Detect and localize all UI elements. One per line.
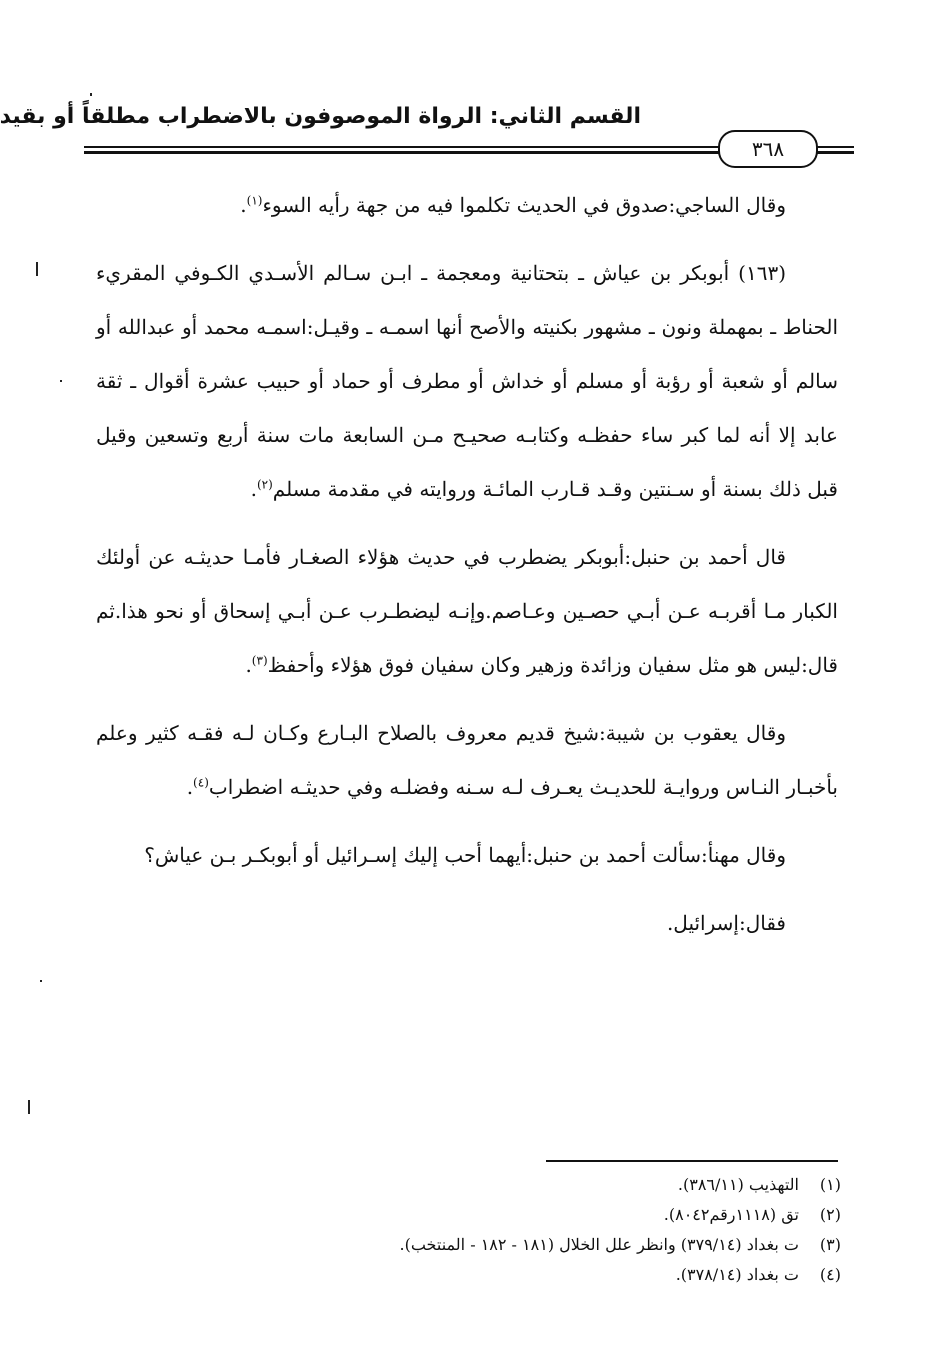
footnote-number: (٢) [819, 1205, 841, 1224]
footnote-text: ت بغداد (٣٧٩/١٤) وانظر علل الخلال (١٨١ - ١٨٢ - المنتخب). [399, 1235, 799, 1254]
footnote-ref: (١) [246, 193, 263, 208]
footnote [121, 1260, 841, 1290]
footnote-number: (٤) [819, 1265, 841, 1284]
footnote-separator [546, 1160, 838, 1162]
scan-speck [90, 93, 92, 96]
footnote-number: (١) [819, 1175, 841, 1194]
footnote [121, 1170, 841, 1200]
paragraph [96, 530, 838, 692]
footnote-ref: (٢) [256, 477, 273, 492]
paragraph-end: . [186, 775, 194, 799]
scan-speck [40, 980, 42, 982]
main-text [96, 178, 838, 964]
footnote-number: (٣) [819, 1235, 841, 1254]
paragraph-end: . [250, 477, 257, 501]
paragraph-end: . [245, 653, 252, 677]
footnote-text: التهذيب (٣٨٦/١١). [677, 1175, 799, 1194]
page-number: ٣٦٨ [718, 130, 818, 168]
paragraph [96, 246, 838, 516]
paragraph-text: فقال:إسرائيل. [666, 911, 786, 935]
footnote [121, 1230, 841, 1260]
paragraph-text: وقال الساجي:صدوق في الحديث تكلموا فيه من جهة رأيه السوء [262, 193, 786, 217]
footnote-ref: (٤) [193, 775, 209, 790]
scan-speck [28, 1100, 30, 1114]
footnote-text: ت بغداد (٣٧٨/١٤). [675, 1265, 799, 1284]
paragraph [96, 706, 838, 814]
paragraph-text: قال أحمد بن حنبل:أبوبكر يضطرب في حديث هؤلاء الصغـار فأمـا حديثـه عن أولئك الكبار مـا أقربـه عـن أبـي حصـين وعـاصم.وإنـه ليضطـرب عـن أبـي إسحاق أو نحو هذا.ثم قال:ليس هو مثل سفيان وزائدة وزهير وكان سفيان فوق هؤلاء وأحفظ [96, 545, 838, 677]
paragraph-text: (١٦٣) أبوبكر بن عياش ـ بتحتانية ومعجمة ـ ابـن سـالم الأسـدي الكـوفي المقريء الحناط ـ بمهملة ونون ـ مشهور بكنيته والأصح أنها اسمـه ـ وقيـل:اسمـه محمد أو عبدالله أو سالم أو شعبة أو رؤبة أو مسلم أو خداش أو مطرف أو حماد أو حبيب عشرة أقوال ـ ثقة عابد إلا أنه لما كبر ساء حفظـه وكتابـه صحيـح مـن السابعة مات سنة أربع وتسعين وقيل قبل ذلك بسنة أو سـنتين وقـد قـارب المائـة وروايته في مقدمة مسلم [96, 261, 838, 501]
paragraph-end: . [240, 193, 247, 217]
paragraph-text: وقال يعقوب بن شيبة:شيخ قديم معروف بالصلاح البـارع وكـان لـه فقـه كثير وعلم بأخبـار النـاس وروايـة للحديـث يعـرف لـه سـنه وفضلـه وفي حديثـه اضطراب [96, 721, 838, 799]
scan-speck [60, 380, 62, 382]
paragraph [96, 896, 838, 950]
footnote-ref: (٣) [251, 653, 268, 668]
footnote-text: تق (١١١٨رقم٨٠٤٢). [663, 1205, 799, 1224]
paragraph [96, 178, 838, 232]
footnotes [121, 1170, 841, 1290]
footnote [121, 1200, 841, 1230]
paragraph [96, 828, 838, 882]
running-header-title: القسم الثاني: الرواة الموصوفون بالاضطراب مطلقاً أو بقيد [0, 104, 641, 129]
scan-speck [36, 262, 38, 276]
paragraph-text: وقال مهنأ:سألت أحمد بن حنبل:أيهما أحب إليك إسـرائيل أو أبوبكـر بـن عياش؟ [144, 843, 786, 867]
